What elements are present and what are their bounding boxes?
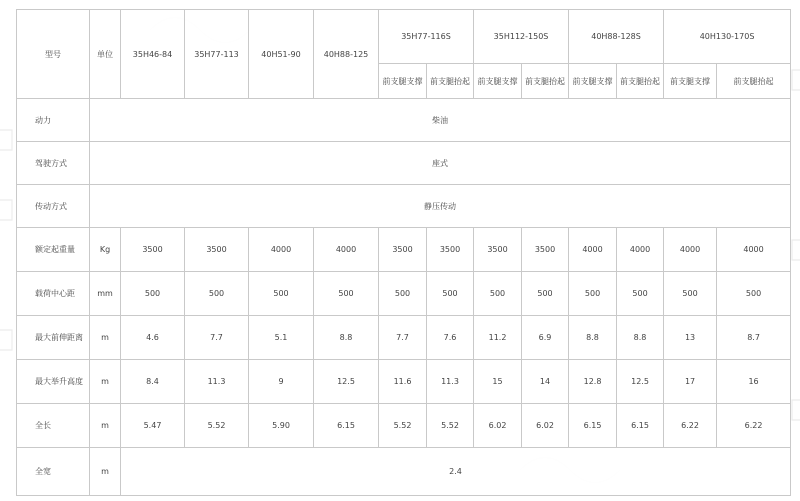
value-cell: 8.4 (121, 360, 185, 404)
outrigger-sub-cell: 前支腿抬起 (522, 64, 569, 99)
value-cell: 11.6 (379, 360, 427, 404)
model-header-cell: 型号 (17, 10, 90, 99)
unit-cell: m (90, 316, 121, 360)
max-reach-row (17, 316, 791, 360)
value-cell: 11.2 (474, 316, 522, 360)
unit-cell: mm (90, 272, 121, 316)
model-cell: 35H46-84 (121, 10, 185, 99)
row-merged-value: 2.4 (121, 448, 791, 496)
value-cell: 5.52 (379, 404, 427, 448)
outrigger-sub-cell: 前支腿支撑 (474, 64, 522, 99)
row-label: 动力 (17, 99, 90, 142)
value-cell: 13 (664, 316, 717, 360)
outrigger-sub-cell: 前支腿抬起 (427, 64, 474, 99)
spec-table (16, 9, 791, 496)
transmission-row (17, 185, 791, 228)
model-cell: 40H51-90 (249, 10, 314, 99)
value-cell: 5.1 (249, 316, 314, 360)
outrigger-sub-cell: 前支腿支撑 (664, 64, 717, 99)
value-cell: 500 (474, 272, 522, 316)
unit-cell: Kg (90, 228, 121, 272)
value-cell: 6.15 (617, 404, 664, 448)
value-cell: 6.9 (522, 316, 569, 360)
value-cell: 3500 (427, 228, 474, 272)
row-label: 全长 (17, 404, 90, 448)
value-cell: 4000 (569, 228, 617, 272)
rated-capacity-row (17, 228, 791, 272)
row-merged-value: 静压传动 (90, 185, 791, 228)
model-group-cell: 35H112-150S (474, 10, 569, 64)
value-cell: 5.52 (185, 404, 249, 448)
model-group-cell: 40H88-128S (569, 10, 664, 64)
value-cell: 500 (379, 272, 427, 316)
value-cell: 16 (717, 360, 791, 404)
value-cell: 6.02 (522, 404, 569, 448)
model-group-cell: 35H77-116S (379, 10, 474, 64)
overall-width-row (17, 448, 791, 496)
unit-cell: m (90, 360, 121, 404)
power-row (17, 99, 791, 142)
row-label: 传动方式 (17, 185, 90, 228)
value-cell: 5.90 (249, 404, 314, 448)
value-cell: 500 (717, 272, 791, 316)
row-label: 全宽 (17, 448, 90, 496)
value-cell: 500 (427, 272, 474, 316)
value-cell: 6.15 (314, 404, 379, 448)
value-cell: 6.15 (569, 404, 617, 448)
value-cell: 11.3 (185, 360, 249, 404)
value-cell: 5.52 (427, 404, 474, 448)
row-label: 最大举升高度 (17, 360, 90, 404)
unit-header-cell: 单位 (90, 10, 121, 99)
unit-cell: m (90, 448, 121, 496)
model-cell: 40H88-125 (314, 10, 379, 99)
value-cell: 4000 (664, 228, 717, 272)
value-cell: 500 (314, 272, 379, 316)
value-cell: 5.47 (121, 404, 185, 448)
value-cell: 8.7 (717, 316, 791, 360)
header-row-models (17, 10, 791, 64)
max-lift-height-row (17, 360, 791, 404)
value-cell: 12.5 (314, 360, 379, 404)
model-group-cell: 40H130-170S (664, 10, 791, 64)
value-cell: 8.8 (617, 316, 664, 360)
value-cell: 500 (664, 272, 717, 316)
model-cell: 35H77-113 (185, 10, 249, 99)
value-cell: 7.7 (379, 316, 427, 360)
value-cell: 7.6 (427, 316, 474, 360)
value-cell: 15 (474, 360, 522, 404)
value-cell: 6.02 (474, 404, 522, 448)
value-cell: 8.8 (314, 316, 379, 360)
value-cell: 11.3 (427, 360, 474, 404)
value-cell: 3500 (185, 228, 249, 272)
load-center-row (17, 272, 791, 316)
value-cell: 14 (522, 360, 569, 404)
value-cell: 4000 (314, 228, 379, 272)
value-cell: 9 (249, 360, 314, 404)
value-cell: 4000 (617, 228, 664, 272)
value-cell: 3500 (121, 228, 185, 272)
unit-cell: m (90, 404, 121, 448)
value-cell: 4000 (717, 228, 791, 272)
value-cell: 8.8 (569, 316, 617, 360)
value-cell: 500 (249, 272, 314, 316)
value-cell: 4000 (249, 228, 314, 272)
drive-mode-row (17, 142, 791, 185)
value-cell: 7.7 (185, 316, 249, 360)
value-cell: 3500 (379, 228, 427, 272)
row-label: 驾驶方式 (17, 142, 90, 185)
outrigger-sub-cell: 前支腿抬起 (717, 64, 791, 99)
outrigger-sub-cell: 前支腿支撑 (379, 64, 427, 99)
row-label: 载荷中心距 (17, 272, 90, 316)
value-cell: 3500 (522, 228, 569, 272)
value-cell: 6.22 (717, 404, 791, 448)
outrigger-sub-cell: 前支腿抬起 (617, 64, 664, 99)
row-merged-value: 柴油 (90, 99, 791, 142)
value-cell: 4.6 (121, 316, 185, 360)
outrigger-sub-cell: 前支腿支撑 (569, 64, 617, 99)
value-cell: 500 (569, 272, 617, 316)
value-cell: 500 (121, 272, 185, 316)
value-cell: 3500 (474, 228, 522, 272)
value-cell: 17 (664, 360, 717, 404)
overall-length-row (17, 404, 791, 448)
value-cell: 12.8 (569, 360, 617, 404)
value-cell: 500 (617, 272, 664, 316)
row-label: 额定起重量 (17, 228, 90, 272)
value-cell: 500 (522, 272, 569, 316)
value-cell: 6.22 (664, 404, 717, 448)
value-cell: 500 (185, 272, 249, 316)
value-cell: 12.5 (617, 360, 664, 404)
row-label: 最大前伸距离 (17, 316, 90, 360)
row-merged-value: 座式 (90, 142, 791, 185)
